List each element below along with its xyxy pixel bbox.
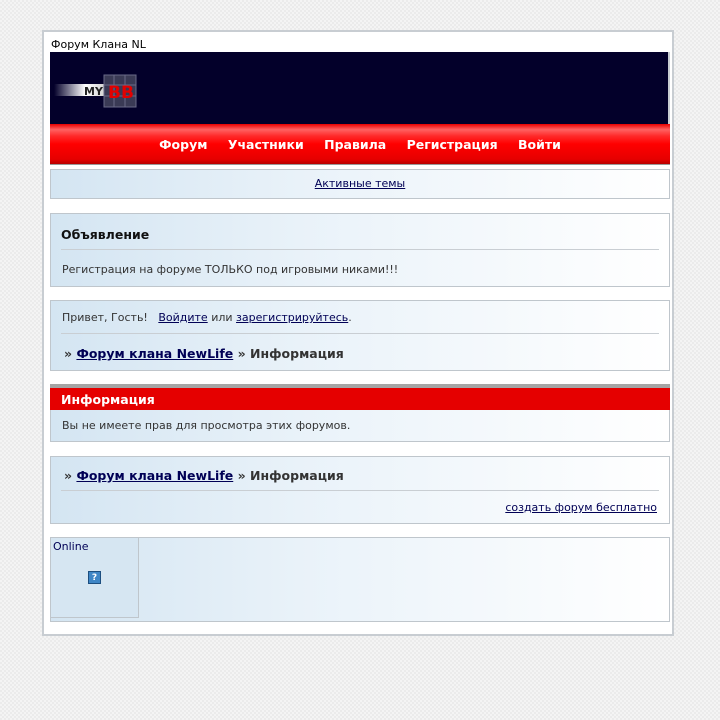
nav-forum[interactable]: Форум <box>159 137 208 152</box>
period: . <box>348 311 352 324</box>
info-title: Информация <box>61 392 155 407</box>
mybb-logo[interactable] <box>54 74 144 108</box>
info-header <box>50 384 670 410</box>
online-label: Online <box>53 540 89 553</box>
or-text: или <box>211 311 233 324</box>
nav-members[interactable]: Участники <box>227 137 304 152</box>
breadcrumb-sep: » <box>237 468 246 483</box>
main-nav <box>50 124 670 164</box>
login-link[interactable]: Войдите <box>158 311 208 324</box>
create-forum-link[interactable]: создать форум бесплатно <box>505 501 657 514</box>
breadcrumb-forum-link[interactable]: Форум клана NewLife <box>76 346 234 361</box>
announcement-title: Объявление <box>61 227 150 242</box>
question-icon[interactable]: ? <box>88 571 101 584</box>
breadcrumb <box>64 346 344 361</box>
page-container <box>42 30 674 636</box>
site-title: Форум Клана NL <box>51 38 146 51</box>
welcome-box <box>50 300 670 371</box>
active-topics-bar <box>50 169 670 199</box>
active-topics-link[interactable]: Активные темы <box>314 177 406 190</box>
welcome-text <box>62 311 352 324</box>
announcement-text: Регистрация на форуме ТОЛЬКО под игровыми никами!!! <box>62 263 399 276</box>
nav-rules[interactable]: Правила <box>324 137 387 152</box>
info-message: Вы не имеете прав для просмотра этих форумов. <box>62 419 351 432</box>
breadcrumb-bottom <box>64 468 344 483</box>
register-link[interactable]: зарегистрируйтесь <box>236 311 349 324</box>
nav-register[interactable]: Регистрация <box>406 137 498 152</box>
online-panel <box>51 538 139 618</box>
breadcrumb-current: Информация <box>250 346 344 361</box>
footer-box <box>50 456 670 524</box>
breadcrumb-sep: » <box>237 346 246 361</box>
svg-text:MY: MY <box>84 85 103 98</box>
breadcrumb-sep: » <box>64 468 73 483</box>
announcement-box <box>50 213 670 287</box>
breadcrumb-current: Информация <box>250 468 344 483</box>
info-body <box>50 410 670 442</box>
header-banner <box>50 52 670 124</box>
divider <box>61 249 659 250</box>
divider <box>61 490 659 491</box>
divider <box>61 333 659 334</box>
svg-text:BB: BB <box>108 83 134 103</box>
breadcrumb-sep: » <box>64 346 73 361</box>
nav-login[interactable]: Войти <box>517 137 561 152</box>
greeting: Привет, Гость! <box>62 311 148 324</box>
breadcrumb-forum-link[interactable]: Форум клана NewLife <box>76 468 234 483</box>
online-box <box>50 537 670 622</box>
